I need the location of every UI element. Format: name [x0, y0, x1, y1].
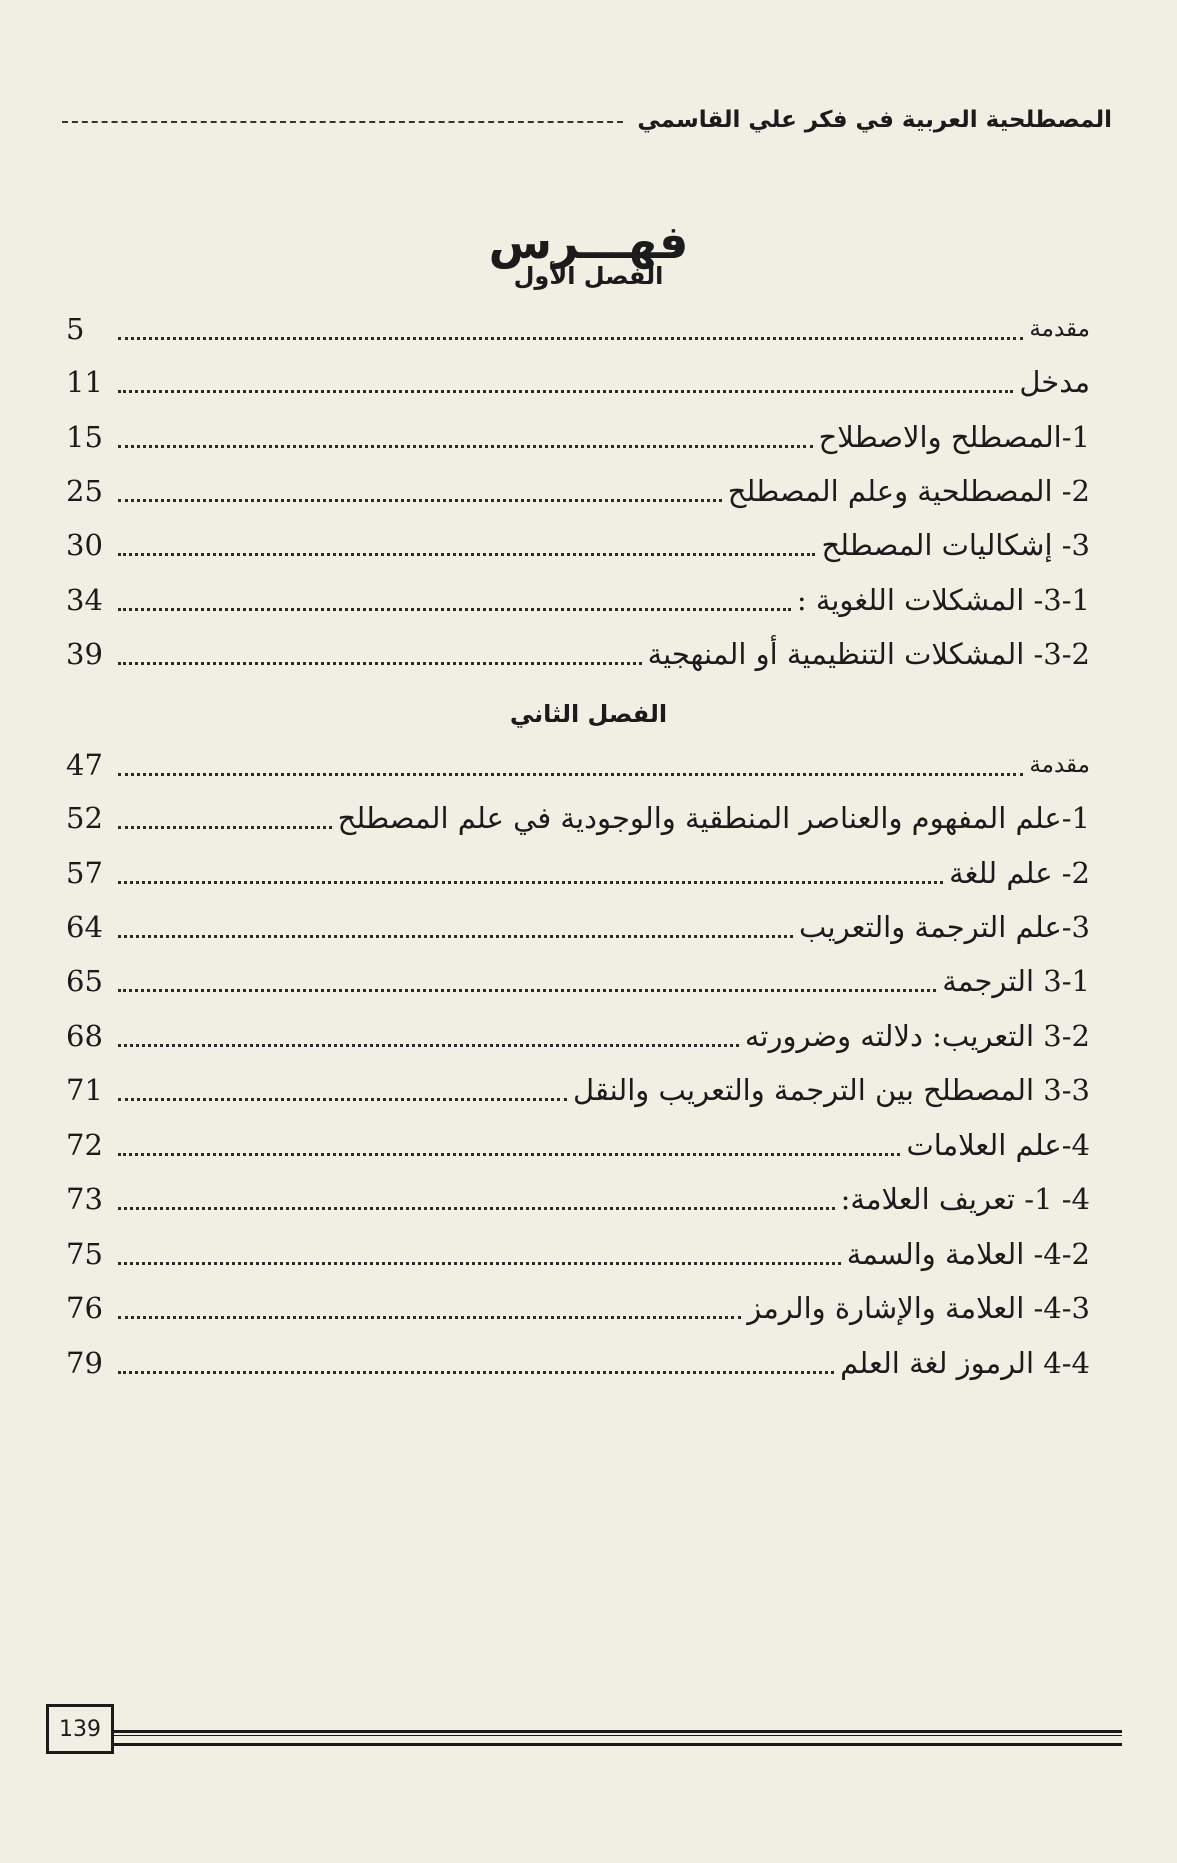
page-number: 139: [46, 1704, 114, 1754]
toc-entry-text: 4-3- العلامة والإشارة والرمز: [747, 1291, 1090, 1325]
toc-entry-page: 65: [66, 964, 103, 998]
toc-entry-text: 1-علم المفهوم والعناصر المنطقية والوجودية في علم المصطلح: [337, 801, 1090, 835]
dot-leader: [118, 445, 813, 448]
toc-entry-text: 3-3 المصطلح بين الترجمة والتعريب والنقل: [573, 1073, 1090, 1107]
toc-entry-page: 79: [66, 1346, 103, 1380]
toc-entry-page: 5: [66, 312, 85, 346]
toc-entry[interactable]: [66, 413, 1090, 457]
dot-leader: [118, 499, 722, 502]
toc-entry-text: 3- إشكاليات المصطلح: [821, 528, 1090, 562]
dot-leader: [118, 935, 793, 938]
toc-entry[interactable]: [66, 794, 1090, 838]
dot-leader: [118, 337, 1023, 340]
toc-entry[interactable]: [66, 1230, 1090, 1274]
toc-entry-page: 52: [66, 801, 103, 835]
toc-entry-text: 3-2- المشكلات التنظيمية أو المنهجية: [647, 637, 1090, 671]
toc-entry-page: 71: [66, 1073, 103, 1107]
toc-entry[interactable]: [66, 1012, 1090, 1056]
toc-entry[interactable]: [66, 957, 1090, 1001]
toc-entry-page: 30: [66, 528, 103, 562]
chapter-1-title: الفصل الأول: [513, 262, 664, 290]
toc-entry[interactable]: [66, 741, 1090, 785]
running-header-title: المصطلحية العربية في فكر علي القاسمي: [637, 107, 1112, 133]
toc-entry-page: 34: [66, 583, 103, 617]
toc-entry[interactable]: [66, 849, 1090, 893]
dot-leader: [118, 1207, 835, 1210]
toc-entry[interactable]: [66, 903, 1090, 947]
dot-leader: [118, 1316, 741, 1319]
toc-entry[interactable]: [66, 1284, 1090, 1328]
chapter-2-title: الفصل الثاني: [509, 700, 668, 728]
toc-entry-text: مقدمة: [1029, 316, 1090, 342]
toc-entry-page: 68: [66, 1019, 103, 1053]
dot-leader: [118, 826, 332, 829]
toc-entry-page: 75: [66, 1237, 103, 1271]
toc-entry[interactable]: [66, 358, 1090, 402]
toc-entry-text: مدخل: [1019, 365, 1090, 399]
toc-entry-text: 4-2- العلامة والسمة: [846, 1237, 1090, 1271]
toc-entry-page: 73: [66, 1182, 103, 1216]
toc-entry-text: 3-2 التعريب: دلالته وضرورته: [744, 1019, 1090, 1053]
dot-leader: [118, 1153, 900, 1156]
toc-entry-text: 2- المصطلحية وعلم المصطلح: [727, 474, 1090, 508]
toc-entry-text: 4-علم العلامات: [906, 1128, 1090, 1162]
running-header-dashed-rule: [62, 121, 623, 123]
toc-entry[interactable]: [66, 467, 1090, 511]
dot-leader: [118, 989, 936, 992]
toc-entry[interactable]: [66, 630, 1090, 674]
toc-entry[interactable]: [66, 1339, 1090, 1383]
toc-entry-page: 25: [66, 474, 103, 508]
dot-leader: [118, 1262, 841, 1265]
toc-entry[interactable]: [66, 305, 1090, 349]
toc-entry[interactable]: [66, 521, 1090, 565]
toc-entry-text: 1-المصطلح والاصطلاح: [818, 420, 1090, 454]
dot-leader: [118, 773, 1023, 776]
toc-entry-text: 3-1- المشكلات اللغوية :: [796, 583, 1090, 617]
toc-entry-text: مقدمة: [1029, 752, 1090, 778]
footer-rule: [112, 1730, 1122, 1746]
toc-entry-text: 4-4 الرموز لغة العلم: [840, 1346, 1090, 1380]
toc-entry-page: 15: [66, 420, 103, 454]
dot-leader: [118, 662, 642, 665]
toc-entry-page: 64: [66, 910, 103, 944]
toc-entry-page: 72: [66, 1128, 103, 1162]
dot-leader: [118, 553, 815, 556]
toc-entry-page: 39: [66, 637, 103, 671]
dot-leader: [118, 390, 1013, 393]
toc-entry[interactable]: [66, 576, 1090, 620]
toc-entry-page: 47: [66, 748, 103, 782]
toc-entry-text: 3-علم الترجمة والتعريب: [799, 910, 1090, 944]
toc-entry-text: 4- 1- تعريف العلامة:: [840, 1182, 1090, 1216]
dot-leader: [118, 1098, 567, 1101]
dot-leader: [118, 881, 943, 884]
toc-entry[interactable]: [66, 1175, 1090, 1219]
toc-entry[interactable]: [66, 1121, 1090, 1165]
running-header: [62, 100, 1112, 140]
index-title: فهـــرس: [488, 215, 689, 269]
toc-entry-page: 57: [66, 856, 103, 890]
toc-entry[interactable]: [66, 1066, 1090, 1110]
toc-entry-page: 76: [66, 1291, 103, 1325]
dot-leader: [118, 608, 791, 611]
dot-leader: [118, 1371, 834, 1374]
toc-entry-text: 2- علم للغة: [949, 856, 1090, 890]
toc-entry-page: 11: [66, 365, 103, 399]
toc-entry-text: 3-1 الترجمة: [942, 964, 1090, 998]
dot-leader: [118, 1044, 739, 1047]
